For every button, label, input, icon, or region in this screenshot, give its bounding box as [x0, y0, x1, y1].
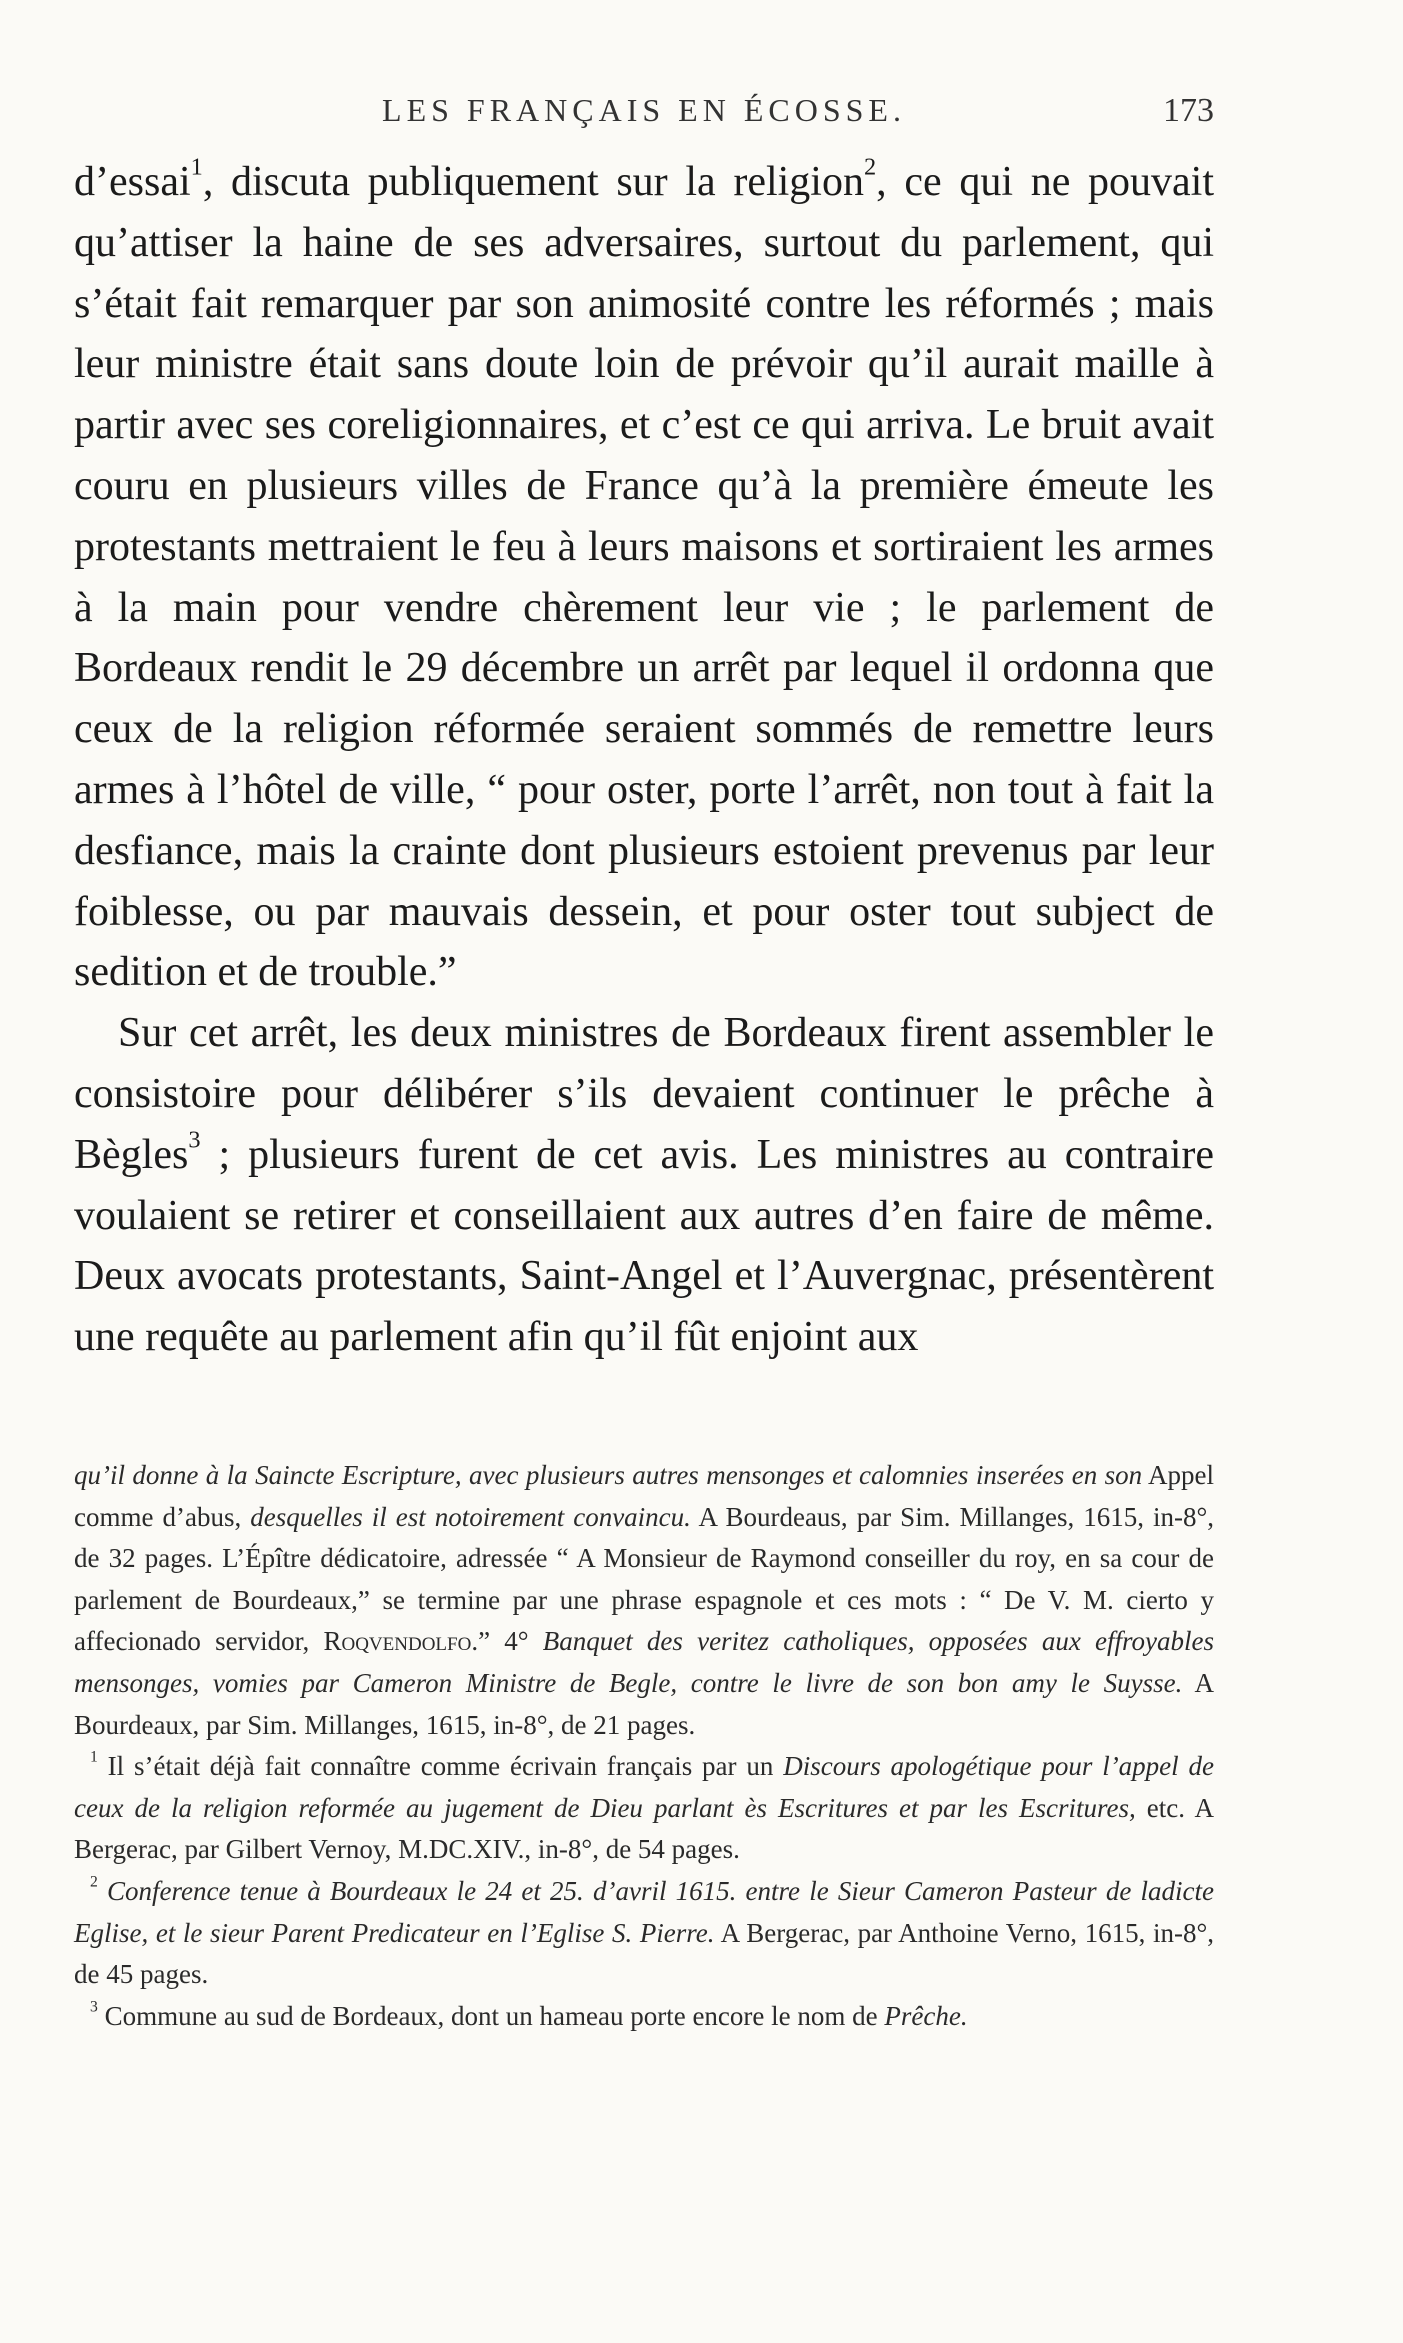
running-head [74, 92, 1214, 142]
footnote-ref-3: 3 [188, 1126, 201, 1154]
fc-smallcaps: Roqvendolfo [323, 1626, 472, 1657]
fc-roman-1: Appel comme d’abus, [74, 1460, 1214, 1532]
footnote-continuation [74, 1455, 1214, 1746]
fc-roman-3: .” 4° [471, 1626, 543, 1657]
fc-italic-3: Banquet des veritez catholiques, opposées aux effroyables mensonges, vomies par Cameron Ministre de Begle, contre le livre de son bon amy le Suysse. [74, 1626, 1214, 1698]
fn1-roman-2: etc. A Bergerac, par Gilbert Vernoy, M.DC.XIV., in-8°, de 54 pages. [74, 1792, 1214, 1865]
page-number: 173 [1163, 92, 1214, 129]
paragraph-1 [74, 152, 1214, 1003]
fn2-italic-1: Conference tenue à Bourdeaux le 24 et 25. d’avril 1615. entre le Sieur Cameron Pasteur de ladicte Eglise, et le sieur Parent Predicateur en l’Eglise S. Pierre. [74, 1875, 1214, 1948]
footnote-1-marker: 1 [90, 1748, 98, 1766]
running-title: LES FRANÇAIS EN ÉCOSSE. [382, 92, 906, 128]
fn1-italic-1: Discours apologétique pour l’appel de ceux de la religion reformée au jugement de Dieu parlant ès Escritures et par les Escritures, [74, 1751, 1214, 1823]
p1-text-a: d’essai [74, 159, 191, 205]
fc-italic-2: desquelles il est notoirement convaincu. [250, 1501, 691, 1532]
fn3-roman-1: Commune au sud de Bordeaux, dont un hameau porte encore le nom de [97, 2000, 885, 2031]
p2-text-b: ; plusieurs furent de cet avis. Les ministres au contraire voulaient se retirer et conseillaient aux autres d’en faire de même. Deux avocats protestants, Saint-Angel et l’Auvergnac, présentèrent une requête au parlement afin qu’il fût enjoint aux [74, 1131, 1214, 1361]
footnote-3-marker: 3 [90, 1998, 98, 2016]
p1-text-c: , ce qui ne pouvait qu’attiser la haine de ses adversaires, surtout du parlement, qui s’était fait remarquer par son animosité contre les réformés ; mais leur ministre était sans doute loin de prévoir qu’il aurait maille à partir avec ses coreligionnaires, et c’est ce qui arriva. Le bruit avait couru en plusieurs villes de France qu’à la première émeute les protestants mettraient le feu à leurs maisons et sortiraient les armes à la main pour vendre chèrement leur vie ; le parlement de Bordeaux rendit le 29 décembre un arrêt par lequel il ordonna que ceux de la religion réformée seraient sommés de remettre leurs armes à l’hôtel de ville, “ pour oster, porte l’arrêt, non tout à fait la desfiance, mais la crainte dont plusieurs estoient prevenus par leur foiblesse, ou par mauvais dessein, et pour oster tout subject de sedition et de trouble.” [74, 159, 1215, 996]
p1-text-b: , discuta publiquement sur la religion [202, 159, 864, 205]
fn3-italic-1: Prêche. [884, 2000, 968, 2031]
footnote-3 [74, 1996, 1214, 2038]
fn1-roman-1: Il s’était déjà fait connaître comme écrivain français par un [97, 1751, 784, 1782]
fc-roman-4: A Bourdeaux, par Sim. Millanges, 1615, in-8°, de 21 pages. [74, 1667, 1214, 1740]
footnote-2-marker: 2 [90, 1873, 98, 1891]
fc-roman-2: A Bourdeaus, par Sim. Millanges, 1615, in-8°, de 32 pages. L’Épître dédicatoire, adressée “ A Monsieur de Raymond conseiller du roy, en sa cour de parlement de Bourdeaux,” se termine par une phrase espagnole et ces mots : “ De V. M. cierto y affecionado servidor, [74, 1501, 1215, 1657]
p2-text-a: Sur cet arrêt, les deux ministres de Bordeaux firent assembler le consistoire pour délibérer s’ils devaient continuer le prêche à Bègles [74, 1010, 1214, 1178]
footnote-1 [74, 1746, 1214, 1871]
fn2-roman-1: A Bergerac, par Anthoine Verno, 1615, in-8°, de 45 pages. [74, 1917, 1214, 1990]
main-text [74, 152, 1214, 1368]
fc-italic-1: qu’il donne à la Saincte Escripture, avec plusieurs autres mensonges et calomnies inserées en son [74, 1460, 1143, 1490]
footnote-ref-1: 1 [190, 153, 203, 181]
paragraph-2 [74, 1003, 1214, 1368]
footnote-ref-2: 2 [863, 153, 877, 181]
footnote-2 [74, 1871, 1214, 1996]
footnotes [74, 1455, 1214, 2037]
